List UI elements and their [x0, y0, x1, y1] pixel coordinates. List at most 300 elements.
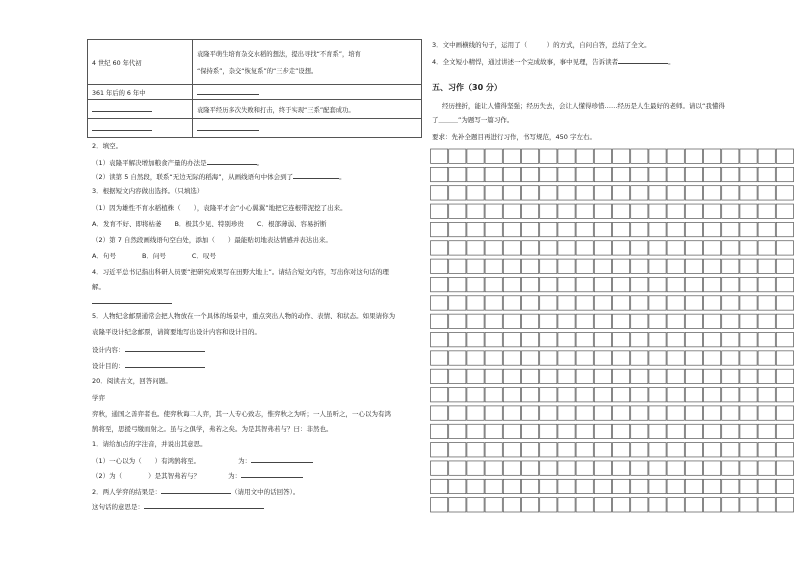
grid-cell[interactable] — [576, 204, 593, 218]
grid-cell[interactable] — [722, 314, 739, 328]
grid-cell[interactable] — [685, 498, 702, 512]
grid-cell[interactable] — [667, 167, 684, 181]
grid-cell[interactable] — [613, 388, 630, 402]
grid-cell[interactable] — [649, 443, 666, 457]
grid-cell[interactable] — [449, 406, 466, 420]
grid-cell[interactable] — [449, 351, 466, 365]
grid-cell[interactable] — [576, 296, 593, 310]
grid-cell[interactable] — [576, 149, 593, 163]
grid-cell[interactable] — [503, 149, 520, 163]
answer-blank[interactable] — [618, 57, 668, 64]
grid-cell[interactable] — [740, 333, 757, 347]
grid-cell[interactable] — [503, 204, 520, 218]
grid-cell[interactable] — [613, 241, 630, 255]
grid-cell[interactable] — [485, 498, 502, 512]
grid-cell[interactable] — [449, 167, 466, 181]
composition-grid[interactable] — [430, 147, 794, 514]
grid-cell[interactable] — [613, 167, 630, 181]
grid-cell[interactable] — [758, 369, 775, 383]
grid-cell[interactable] — [776, 388, 793, 402]
grid-cell[interactable] — [485, 351, 502, 365]
grid-cell[interactable] — [704, 498, 721, 512]
grid-cell[interactable] — [667, 333, 684, 347]
grid-cell[interactable] — [685, 149, 702, 163]
grid-cell[interactable] — [722, 167, 739, 181]
grid-cell[interactable] — [540, 333, 557, 347]
grid-cell[interactable] — [594, 443, 611, 457]
grid-cell[interactable] — [540, 498, 557, 512]
grid-cell[interactable] — [685, 406, 702, 420]
grid-cell[interactable] — [685, 241, 702, 255]
grid-cell[interactable] — [449, 333, 466, 347]
grid-cell[interactable] — [631, 498, 648, 512]
grid-cell[interactable] — [449, 479, 466, 493]
grid-cell[interactable] — [449, 388, 466, 402]
grid-cell[interactable] — [776, 424, 793, 438]
grid-cell[interactable] — [467, 443, 484, 457]
grid-cell[interactable] — [685, 277, 702, 291]
grid-cell[interactable] — [649, 167, 666, 181]
grid-cell[interactable] — [503, 424, 520, 438]
grid-cell[interactable] — [740, 388, 757, 402]
grid-cell[interactable] — [631, 149, 648, 163]
grid-cell[interactable] — [685, 424, 702, 438]
grid-cell[interactable] — [631, 277, 648, 291]
grid-cell[interactable] — [576, 241, 593, 255]
grid-cell[interactable] — [431, 461, 448, 475]
grid-cell[interactable] — [649, 149, 666, 163]
grid-cell[interactable] — [540, 314, 557, 328]
grid-cell[interactable] — [522, 479, 539, 493]
grid-cell[interactable] — [722, 204, 739, 218]
grid-cell[interactable] — [649, 204, 666, 218]
grid-cell[interactable] — [776, 204, 793, 218]
grid-cell[interactable] — [558, 369, 575, 383]
grid-cell[interactable] — [631, 479, 648, 493]
grid-cell[interactable] — [522, 406, 539, 420]
grid-cell[interactable] — [485, 222, 502, 236]
grid-cell[interactable] — [776, 479, 793, 493]
grid-cell[interactable] — [558, 259, 575, 273]
grid-cell[interactable] — [758, 314, 775, 328]
grid-cell[interactable] — [485, 443, 502, 457]
grid-cell[interactable] — [485, 406, 502, 420]
grid-cell[interactable] — [485, 149, 502, 163]
grid-cell[interactable] — [522, 424, 539, 438]
grid-cell[interactable] — [776, 461, 793, 475]
grid-cell[interactable] — [558, 167, 575, 181]
grid-cell[interactable] — [540, 424, 557, 438]
grid-cell[interactable] — [649, 333, 666, 347]
grid-cell[interactable] — [540, 167, 557, 181]
grid-cell[interactable] — [685, 443, 702, 457]
grid-cell[interactable] — [522, 498, 539, 512]
grid-cell[interactable] — [776, 186, 793, 200]
grid-cell[interactable] — [631, 351, 648, 365]
grid-cell[interactable] — [576, 314, 593, 328]
grid-cell[interactable] — [503, 314, 520, 328]
grid-cell[interactable] — [467, 406, 484, 420]
grid-cell[interactable] — [431, 498, 448, 512]
grid-cell[interactable] — [649, 296, 666, 310]
grid-cell[interactable] — [740, 443, 757, 457]
grid-cell[interactable] — [431, 222, 448, 236]
grid-cell[interactable] — [704, 222, 721, 236]
grid-cell[interactable] — [704, 443, 721, 457]
grid-cell[interactable] — [431, 424, 448, 438]
grid-cell[interactable] — [631, 406, 648, 420]
grid-cell[interactable] — [540, 204, 557, 218]
grid-cell[interactable] — [449, 296, 466, 310]
grid-cell[interactable] — [776, 498, 793, 512]
grid-cell[interactable] — [704, 388, 721, 402]
grid-cell[interactable] — [431, 241, 448, 255]
grid-cell[interactable] — [503, 186, 520, 200]
grid-cell[interactable] — [540, 461, 557, 475]
grid-cell[interactable] — [776, 351, 793, 365]
grid-cell[interactable] — [667, 149, 684, 163]
grid-cell[interactable] — [758, 149, 775, 163]
grid-cell[interactable] — [558, 461, 575, 475]
grid-cell[interactable] — [503, 479, 520, 493]
grid-cell[interactable] — [594, 406, 611, 420]
grid-cell[interactable] — [631, 204, 648, 218]
grid-cell[interactable] — [485, 369, 502, 383]
grid-cell[interactable] — [613, 333, 630, 347]
grid-cell[interactable] — [722, 443, 739, 457]
grid-cell[interactable] — [449, 241, 466, 255]
grid-cell[interactable] — [449, 424, 466, 438]
grid-cell[interactable] — [594, 204, 611, 218]
grid-cell[interactable] — [431, 259, 448, 273]
grid-cell[interactable] — [685, 351, 702, 365]
grid-cell[interactable] — [503, 167, 520, 181]
grid-cell[interactable] — [649, 277, 666, 291]
grid-cell[interactable] — [776, 443, 793, 457]
grid-cell[interactable] — [594, 351, 611, 365]
grid-cell[interactable] — [522, 388, 539, 402]
grid-cell[interactable] — [667, 186, 684, 200]
grid-cell[interactable] — [613, 259, 630, 273]
grid-cell[interactable] — [594, 186, 611, 200]
grid-cell[interactable] — [594, 424, 611, 438]
grid-cell[interactable] — [467, 351, 484, 365]
grid-cell[interactable] — [758, 186, 775, 200]
grid-cell[interactable] — [776, 222, 793, 236]
grid-cell[interactable] — [558, 498, 575, 512]
grid-cell[interactable] — [649, 461, 666, 475]
grid-cell[interactable] — [431, 369, 448, 383]
grid-cell[interactable] — [467, 314, 484, 328]
grid-cell[interactable] — [540, 388, 557, 402]
grid-cell[interactable] — [722, 406, 739, 420]
grid-cell[interactable] — [685, 186, 702, 200]
grid-cell[interactable] — [667, 461, 684, 475]
grid-cell[interactable] — [704, 314, 721, 328]
grid-cell[interactable] — [758, 498, 775, 512]
grid-cell[interactable] — [776, 241, 793, 255]
grid-cell[interactable] — [758, 351, 775, 365]
grid-cell[interactable] — [685, 259, 702, 273]
grid-cell[interactable] — [522, 277, 539, 291]
grid-cell[interactable] — [740, 424, 757, 438]
grid-cell[interactable] — [704, 149, 721, 163]
grid-cell[interactable] — [431, 186, 448, 200]
grid-cell[interactable] — [649, 424, 666, 438]
grid-cell[interactable] — [758, 296, 775, 310]
grid-cell[interactable] — [631, 369, 648, 383]
grid-cell[interactable] — [522, 333, 539, 347]
grid-cell[interactable] — [704, 186, 721, 200]
grid-cell[interactable] — [758, 443, 775, 457]
grid-cell[interactable] — [776, 277, 793, 291]
grid-cell[interactable] — [740, 149, 757, 163]
grid-cell[interactable] — [704, 369, 721, 383]
grid-cell[interactable] — [485, 259, 502, 273]
grid-cell[interactable] — [722, 149, 739, 163]
grid-cell[interactable] — [704, 277, 721, 291]
answer-blank[interactable] — [92, 124, 152, 131]
grid-cell[interactable] — [740, 277, 757, 291]
grid-cell[interactable] — [540, 186, 557, 200]
grid-cell[interactable] — [449, 369, 466, 383]
grid-cell[interactable] — [467, 498, 484, 512]
grid-cell[interactable] — [594, 296, 611, 310]
grid-cell[interactable] — [467, 149, 484, 163]
grid-cell[interactable] — [649, 259, 666, 273]
grid-cell[interactable] — [667, 351, 684, 365]
grid-cell[interactable] — [576, 259, 593, 273]
grid-cell[interactable] — [503, 369, 520, 383]
answer-blank[interactable] — [125, 361, 205, 368]
grid-cell[interactable] — [704, 259, 721, 273]
grid-cell[interactable] — [649, 369, 666, 383]
grid-cell[interactable] — [740, 167, 757, 181]
grid-cell[interactable] — [613, 461, 630, 475]
grid-cell[interactable] — [576, 369, 593, 383]
grid-cell[interactable] — [740, 241, 757, 255]
grid-cell[interactable] — [467, 461, 484, 475]
answer-blank[interactable] — [241, 471, 303, 478]
grid-cell[interactable] — [594, 388, 611, 402]
grid-cell[interactable] — [558, 149, 575, 163]
grid-cell[interactable] — [685, 333, 702, 347]
grid-cell[interactable] — [631, 314, 648, 328]
answer-blank[interactable] — [207, 158, 257, 165]
grid-cell[interactable] — [431, 443, 448, 457]
grid-cell[interactable] — [503, 296, 520, 310]
grid-cell[interactable] — [576, 424, 593, 438]
grid-cell[interactable] — [449, 149, 466, 163]
grid-cell[interactable] — [758, 167, 775, 181]
grid-cell[interactable] — [722, 277, 739, 291]
grid-cell[interactable] — [722, 259, 739, 273]
grid-cell[interactable] — [558, 241, 575, 255]
grid-cell[interactable] — [776, 333, 793, 347]
grid-cell[interactable] — [558, 443, 575, 457]
grid-cell[interactable] — [649, 406, 666, 420]
grid-cell[interactable] — [522, 186, 539, 200]
grid-cell[interactable] — [667, 314, 684, 328]
grid-cell[interactable] — [649, 479, 666, 493]
grid-cell[interactable] — [649, 388, 666, 402]
grid-cell[interactable] — [558, 333, 575, 347]
grid-cell[interactable] — [740, 186, 757, 200]
grid-cell[interactable] — [540, 479, 557, 493]
grid-cell[interactable] — [594, 498, 611, 512]
grid-cell[interactable] — [613, 443, 630, 457]
grid-cell[interactable] — [522, 204, 539, 218]
grid-cell[interactable] — [558, 277, 575, 291]
grid-cell[interactable] — [503, 498, 520, 512]
grid-cell[interactable] — [776, 167, 793, 181]
grid-cell[interactable] — [431, 479, 448, 493]
grid-cell[interactable] — [631, 222, 648, 236]
grid-cell[interactable] — [467, 241, 484, 255]
grid-cell[interactable] — [576, 277, 593, 291]
grid-cell[interactable] — [431, 406, 448, 420]
grid-cell[interactable] — [631, 388, 648, 402]
grid-cell[interactable] — [467, 259, 484, 273]
grid-cell[interactable] — [467, 424, 484, 438]
grid-cell[interactable] — [540, 443, 557, 457]
grid-cell[interactable] — [722, 498, 739, 512]
grid-cell[interactable] — [449, 186, 466, 200]
grid-cell[interactable] — [704, 296, 721, 310]
grid-cell[interactable] — [704, 424, 721, 438]
grid-cell[interactable] — [467, 333, 484, 347]
grid-cell[interactable] — [649, 222, 666, 236]
grid-cell[interactable] — [631, 443, 648, 457]
grid-cell[interactable] — [558, 296, 575, 310]
grid-cell[interactable] — [613, 369, 630, 383]
grid-cell[interactable] — [503, 333, 520, 347]
grid-cell[interactable] — [503, 222, 520, 236]
grid-cell[interactable] — [540, 222, 557, 236]
grid-cell[interactable] — [431, 333, 448, 347]
grid-cell[interactable] — [704, 167, 721, 181]
grid-cell[interactable] — [613, 277, 630, 291]
grid-cell[interactable] — [503, 351, 520, 365]
grid-cell[interactable] — [485, 167, 502, 181]
grid-cell[interactable] — [704, 333, 721, 347]
grid-cell[interactable] — [540, 406, 557, 420]
grid-cell[interactable] — [503, 406, 520, 420]
grid-cell[interactable] — [740, 406, 757, 420]
grid-cell[interactable] — [485, 204, 502, 218]
grid-cell[interactable] — [722, 222, 739, 236]
grid-cell[interactable] — [558, 222, 575, 236]
grid-cell[interactable] — [613, 314, 630, 328]
grid-cell[interactable] — [594, 314, 611, 328]
grid-cell[interactable] — [631, 186, 648, 200]
grid-cell[interactable] — [467, 222, 484, 236]
grid-cell[interactable] — [522, 259, 539, 273]
grid-cell[interactable] — [740, 479, 757, 493]
grid-cell[interactable] — [685, 167, 702, 181]
grid-cell[interactable] — [631, 296, 648, 310]
grid-cell[interactable] — [594, 333, 611, 347]
grid-cell[interactable] — [522, 149, 539, 163]
grid-cell[interactable] — [722, 186, 739, 200]
grid-cell[interactable] — [685, 222, 702, 236]
grid-cell[interactable] — [449, 443, 466, 457]
grid-cell[interactable] — [704, 204, 721, 218]
grid-cell[interactable] — [576, 498, 593, 512]
grid-cell[interactable] — [540, 369, 557, 383]
grid-cell[interactable] — [576, 333, 593, 347]
grid-cell[interactable] — [576, 406, 593, 420]
grid-cell[interactable] — [722, 241, 739, 255]
grid-cell[interactable] — [467, 479, 484, 493]
grid-cell[interactable] — [540, 241, 557, 255]
grid-cell[interactable] — [467, 388, 484, 402]
grid-cell[interactable] — [485, 277, 502, 291]
grid-cell[interactable] — [631, 424, 648, 438]
grid-cell[interactable] — [449, 314, 466, 328]
grid-cell[interactable] — [758, 204, 775, 218]
grid-cell[interactable] — [485, 479, 502, 493]
grid-cell[interactable] — [704, 461, 721, 475]
grid-cell[interactable] — [431, 351, 448, 365]
grid-cell[interactable] — [722, 296, 739, 310]
grid-cell[interactable] — [704, 351, 721, 365]
grid-cell[interactable] — [485, 296, 502, 310]
grid-cell[interactable] — [558, 186, 575, 200]
grid-cell[interactable] — [467, 204, 484, 218]
grid-cell[interactable] — [613, 149, 630, 163]
grid-cell[interactable] — [540, 296, 557, 310]
grid-cell[interactable] — [776, 259, 793, 273]
grid-cell[interactable] — [576, 351, 593, 365]
answer-blank[interactable] — [251, 456, 313, 463]
grid-cell[interactable] — [558, 406, 575, 420]
grid-cell[interactable] — [485, 186, 502, 200]
grid-cell[interactable] — [758, 333, 775, 347]
answer-blank[interactable] — [197, 124, 259, 131]
grid-cell[interactable] — [522, 443, 539, 457]
grid-cell[interactable] — [522, 461, 539, 475]
grid-cell[interactable] — [522, 296, 539, 310]
grid-cell[interactable] — [758, 406, 775, 420]
grid-cell[interactable] — [685, 461, 702, 475]
grid-cell[interactable] — [667, 241, 684, 255]
grid-cell[interactable] — [449, 277, 466, 291]
grid-cell[interactable] — [631, 167, 648, 181]
grid-cell[interactable] — [558, 204, 575, 218]
grid-cell[interactable] — [594, 369, 611, 383]
grid-cell[interactable] — [503, 443, 520, 457]
grid-cell[interactable] — [485, 241, 502, 255]
grid-cell[interactable] — [503, 241, 520, 255]
grid-cell[interactable] — [704, 406, 721, 420]
grid-cell[interactable] — [522, 241, 539, 255]
grid-cell[interactable] — [594, 479, 611, 493]
grid-cell[interactable] — [667, 259, 684, 273]
grid-cell[interactable] — [722, 479, 739, 493]
grid-cell[interactable] — [740, 498, 757, 512]
grid-cell[interactable] — [503, 277, 520, 291]
grid-cell[interactable] — [503, 461, 520, 475]
grid-cell[interactable] — [722, 369, 739, 383]
grid-cell[interactable] — [522, 167, 539, 181]
grid-cell[interactable] — [613, 424, 630, 438]
grid-cell[interactable] — [631, 241, 648, 255]
grid-cell[interactable] — [485, 333, 502, 347]
grid-cell[interactable] — [740, 369, 757, 383]
grid-cell[interactable] — [449, 259, 466, 273]
grid-cell[interactable] — [431, 277, 448, 291]
